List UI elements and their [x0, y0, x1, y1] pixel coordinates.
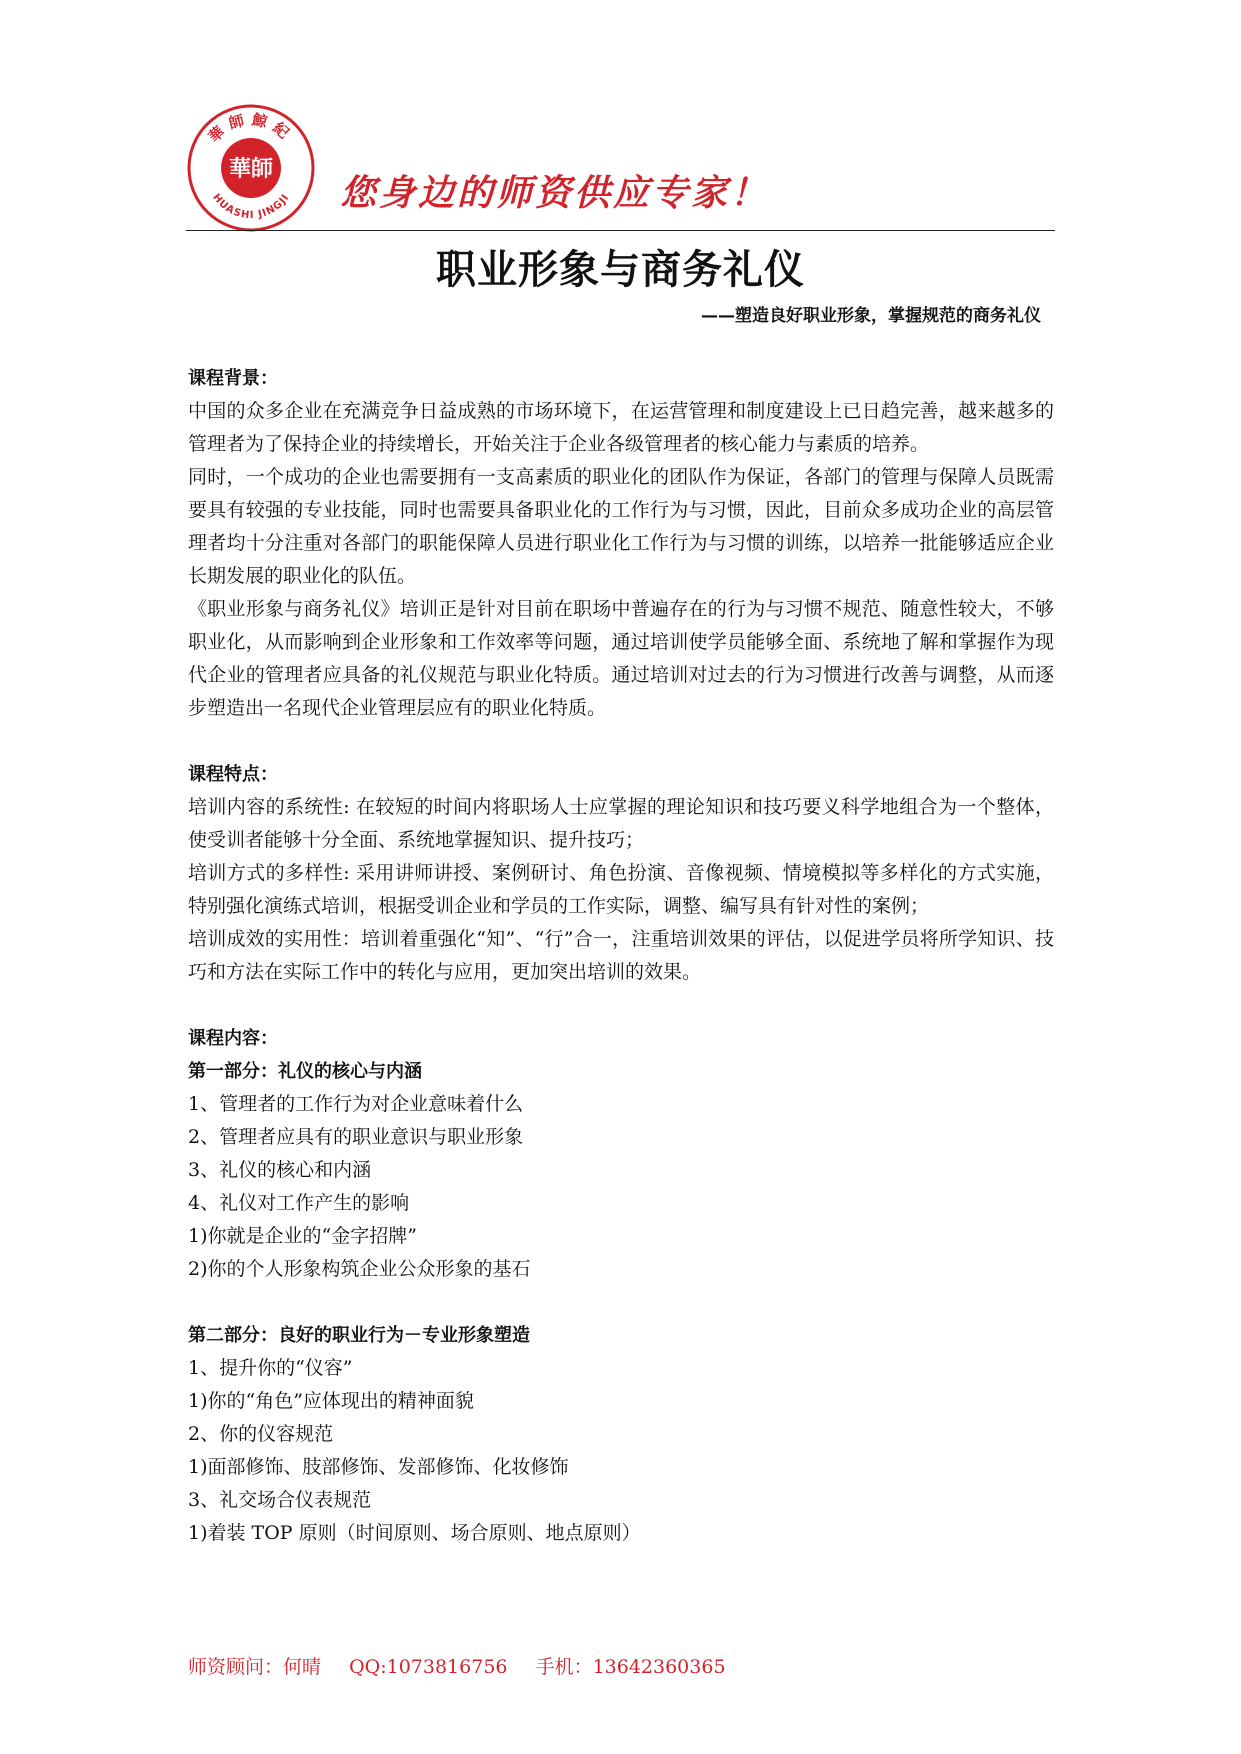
footer-contact — [188, 1652, 748, 1679]
paragraph: 同时，一个成功的企业也需要拥有一支高素质的职业化的团队作为保证，各部门的管理与保障人员既需要具有较强的专业技能，同时也需要具备职业化的工作行为与习惯，因此，目前众多成功企业的高层管理者均十分注重对各部门的职能保障人员进行职业化工作行为与习惯的训练，以培养一批能够适应企业长期发展的职业化的队伍。 — [188, 466, 1054, 587]
logo-bottom-text: HUASHI JINGJI — [210, 191, 292, 222]
logo-arc-text: 華師鯨紀 — [205, 110, 297, 147]
paragraph: 培训方式的多样性: 采用讲师讲授、案例研讨、角色扮演、音像视频、情境模拟等多样化的方式实施，特别强化演练式培训，根据受训企业和学员的工作实际，调整、编写具有针对性的案例； — [188, 862, 1054, 917]
section-heading-content: 课程内容： — [188, 1028, 278, 1049]
footer-advisor: 师资顾问：何晴 — [188, 1656, 322, 1678]
logo-center-text: 華師 — [228, 157, 274, 182]
list-item: 1、提升你的“仪容” — [188, 1357, 353, 1379]
document-body — [188, 362, 1054, 1550]
list-item: 4、礼仪对工作产生的影响 — [188, 1192, 410, 1214]
document-title: 职业形象与商务礼仪 — [436, 247, 805, 293]
paragraph: 中国的众多企业在充满竞争日益成熟的市场环境下，在运营管理和制度建设上已日趋完善，越来越多的管理者为了保持企业的持续增长，开始关注于企业各级管理者的核心能力与素质的培养。 — [188, 400, 1054, 455]
list-item: 3、礼交场合仪表规范 — [188, 1489, 372, 1511]
section-heading-features: 课程特点： — [188, 764, 278, 785]
huashi-jingji-logo — [186, 103, 316, 233]
list-item: 2、管理者应具有的职业意识与职业形象 — [188, 1126, 524, 1148]
section-heading-background: 课程背景： — [188, 368, 278, 389]
document-subtitle: ——塑造良好职业形象，掌握规范的商务礼仪 — [701, 306, 1041, 326]
list-item: 1)你的“角色”应体现出的精神面貌 — [188, 1390, 474, 1412]
footer-phone: 手机：13642360365 — [535, 1656, 726, 1678]
footer-qq: QQ:1073816756 — [349, 1656, 508, 1678]
list-item: 2)你的个人形象构筑企业公众形象的基石 — [188, 1258, 531, 1280]
part-title: 第二部分：良好的职业行为－专业形象塑造 — [188, 1325, 530, 1346]
list-item: 1)面部修饰、肢部修饰、发部修饰、化妆修饰 — [188, 1456, 569, 1478]
list-item: 1、管理者的工作行为对企业意味着什么 — [188, 1093, 524, 1115]
paragraph: 《职业形象与商务礼仪》培训正是针对目前在职场中普遍存在的行为与习惯不规范、随意性较大，不够职业化，从而影响到企业形象和工作效率等问题，通过培训使学员能够全面、系统地了解和掌握作为现代企业的管理者应具备的礼仪规范与职业化特质。通过培训对过去的行为习惯进行改善与调整，从而逐步塑造出一名现代企业管理层应有的职业化特质。 — [188, 598, 1054, 719]
list-item: 1)着装 TOP 原则（时间原则、场合原则、地点原则） — [188, 1522, 641, 1544]
list-item: 3、礼仪的核心和内涵 — [188, 1159, 372, 1181]
paragraph: 培训内容的系统性: 在较短的时间内将职场人士应掌握的理论知识和技巧要义科学地组合为一个整体，使受训者能够十分全面、系统地掌握知识、提升技巧； — [188, 796, 1054, 851]
list-item: 1)你就是企业的“金字招牌” — [188, 1225, 417, 1247]
slogan: 您身边的师资供应专家！ — [340, 173, 770, 214]
part-title: 第一部分：礼仪的核心与内涵 — [188, 1061, 422, 1082]
list-item: 2、你的仪容规范 — [188, 1423, 334, 1445]
header-divider — [186, 230, 1055, 231]
paragraph: 培训成效的实用性：培训着重强化“知”、“行”合一，注重培训效果的评估，以促进学员将所学知识、技巧和方法在实际工作中的转化与应用，更加突出培训的效果。 — [188, 928, 1054, 983]
